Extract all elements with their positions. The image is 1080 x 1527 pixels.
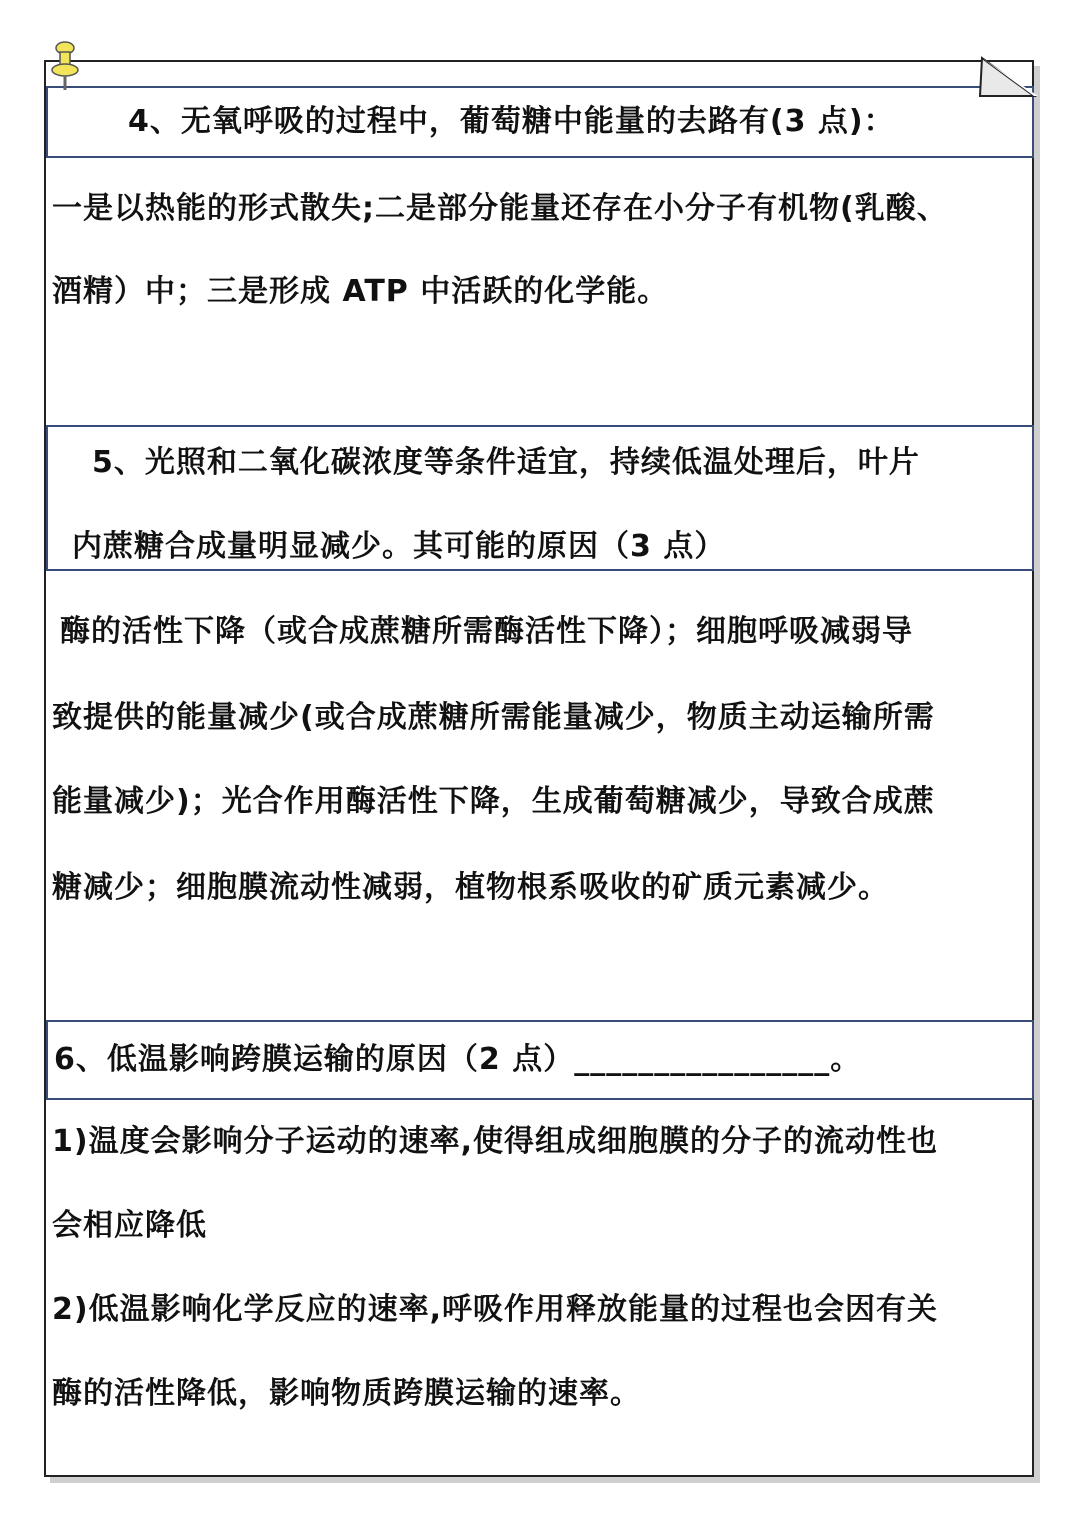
answer-5-line-4: 糖减少；细胞膜流动性减弱，植物根系吸收的矿质元素减少。 — [52, 870, 889, 905]
answer-6-line-1: 1)温度会影响分子运动的速率,使得组成细胞膜的分子的流动性也 — [52, 1124, 938, 1159]
answer-6-line-4: 酶的活性降低，影响物质跨膜运输的速率。 — [52, 1376, 641, 1411]
answer-6-line-2: 会相应降低 — [52, 1208, 207, 1243]
question-6-text: 6、低温影响跨膜运输的原因（2 点）________________。 — [54, 1042, 862, 1077]
question-5-line-1: 5、光照和二氧化碳浓度等条件适宜，持续低温处理后，叶片 — [92, 445, 920, 480]
question-5-line-2: 内蔗糖合成量明显减少。其可能的原因（3 点） — [72, 529, 726, 564]
note-paper — [44, 60, 1034, 1477]
answer-4-line-1: 一是以热能的形式散失;二是部分能量还存在小分子有机物(乳酸、 — [52, 191, 948, 226]
answer-4-line-2: 酒精）中；三是形成 ATP 中活跃的化学能。 — [52, 274, 669, 309]
push-pin-icon — [48, 40, 82, 92]
answer-6-line-3: 2)低温影响化学反应的速率,呼吸作用释放能量的过程也会因有关 — [52, 1292, 938, 1327]
question-6-box — [46, 1020, 1034, 1100]
question-4-box — [46, 86, 1034, 158]
question-4-text: 4、无氧呼吸的过程中，葡萄糖中能量的去路有(3 点)： — [128, 104, 895, 139]
answer-5-line-2: 致提供的能量减少(或合成蔗糖所需能量减少，物质主动运输所需 — [52, 700, 935, 735]
folded-corner-icon — [976, 52, 1040, 100]
question-5-box — [46, 425, 1034, 571]
answer-5-line-3: 能量减少)；光合作用酶活性下降，生成葡萄糖减少，导致合成蔗 — [52, 784, 935, 819]
answer-5-line-1: 酶的活性下降（或合成蔗糖所需酶活性下降）；细胞呼吸减弱导 — [60, 614, 913, 649]
